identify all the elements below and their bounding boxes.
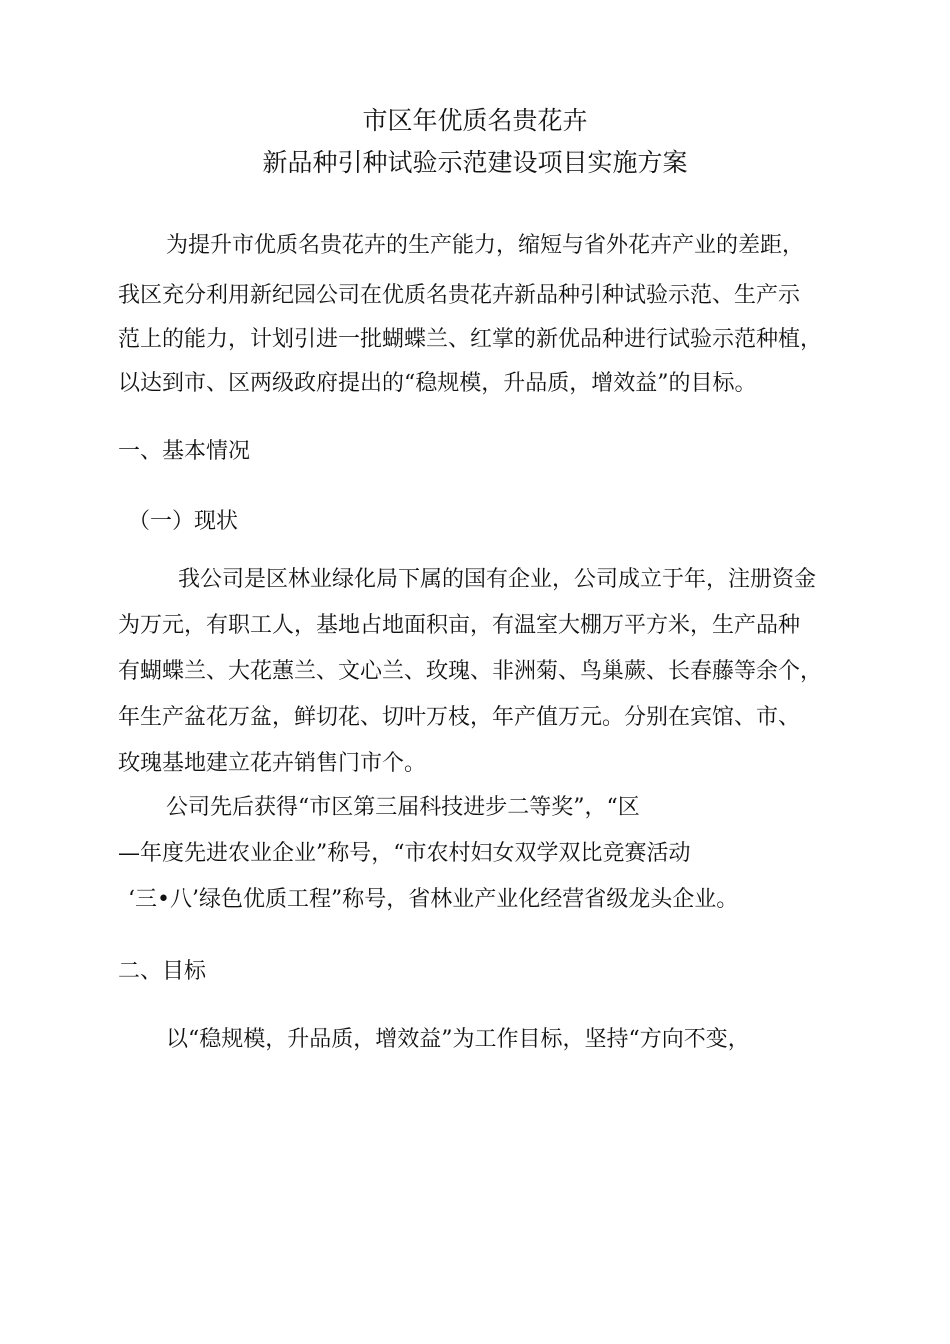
status-line: 为万元，有职工人，基地占地面积亩，有温室大棚万平方米，生产品种 <box>118 613 801 638</box>
intro-line: 我区充分利用新纪园公司在优质名贵花卉新品种引种试验示范、生产示 <box>118 283 801 308</box>
goal-line: 以“稳规模，升品质，增效益”为工作目标，坚持“方向不变， <box>166 1027 750 1052</box>
intro-line: 范上的能力，计划引进一批蝴蝶兰、红掌的新优品种进行试验示范种植， <box>118 327 823 352</box>
title-line-2: 新品种引种试验示范建设项目实施方案 <box>262 148 688 177</box>
section-1-heading: 一、基本情况 <box>118 439 251 464</box>
status-line: 有蝴蝶兰、大花蕙兰、文心兰、玫瑰、非洲菊、鸟巢蕨、长春藤等余个， <box>118 659 823 684</box>
award-line: —年度先进农业企业”称号，“市农村妇女双学双比竞赛活动 <box>118 841 691 866</box>
award-line: 公司先后获得“市区第三届科技进步二等奖”，“区 <box>166 795 640 820</box>
intro-line: 为提升市优质名贵花卉的生产能力，缩短与省外花卉产业的差距， <box>166 233 805 258</box>
status-line: 年生产盆花万盆，鲜切花、切叶万枝，年产值万元。分别在宾馆、市、 <box>118 705 801 730</box>
award-line: ‘三•八’绿色优质工程”称号，省林业产业化经营省级龙头企业。 <box>128 887 739 912</box>
section-2-heading: 二、目标 <box>118 959 207 984</box>
status-line: 玫瑰基地建立花卉销售门市个。 <box>118 751 427 776</box>
title-line-1: 市区年优质名贵花卉 <box>362 106 588 135</box>
intro-line: 以达到市、区两级政府提出的“稳规模，升品质，增效益”的目标。 <box>118 371 757 396</box>
subsection-1-heading: （一）现状 <box>128 509 239 534</box>
status-line: 我公司是区林业绿化局下属的国有企业，公司成立于年，注册资金 <box>178 567 817 592</box>
